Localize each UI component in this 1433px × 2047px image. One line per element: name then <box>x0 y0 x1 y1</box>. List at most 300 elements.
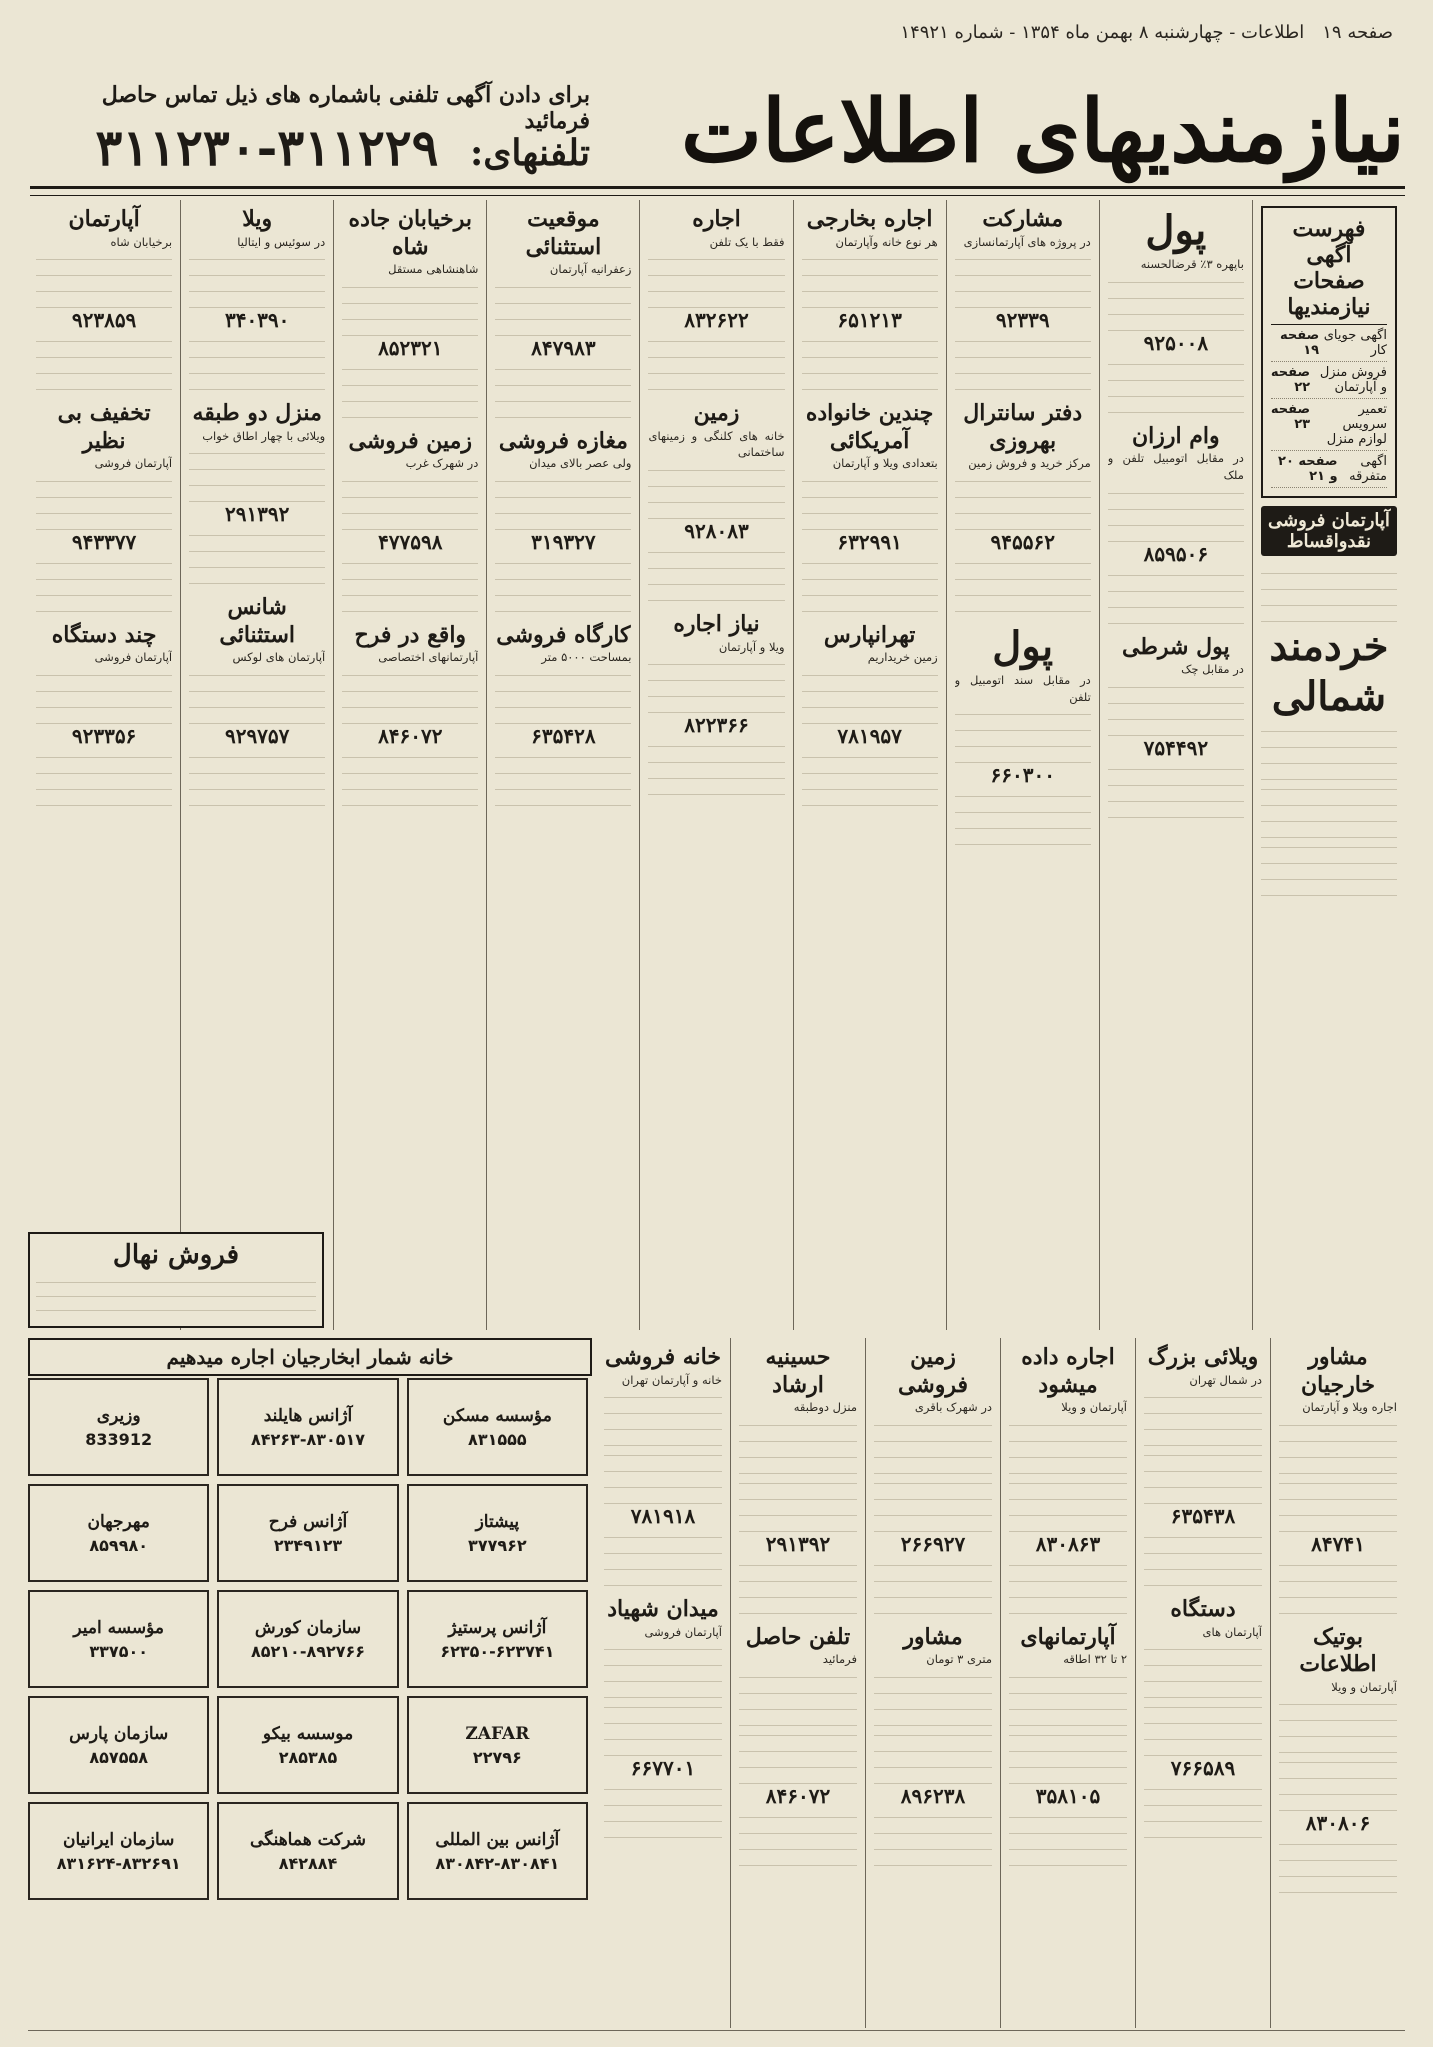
ad-column <box>730 1338 865 2028</box>
ad-phone: ۳۵۸۱۰۵ <box>1035 1783 1101 1808</box>
classified-ad <box>874 1624 992 1866</box>
classified-ad <box>802 622 938 806</box>
call-note: برای دادن آگهی تلفنی باشماره های ذیل تماس حاصل فرمائید <box>101 82 590 134</box>
ad-body-filler <box>1108 484 1244 542</box>
classified-ad <box>739 1344 857 1614</box>
classified-ad <box>1279 1344 1397 1614</box>
agency-phone: ۳۳۷۵۰۰ <box>89 1641 148 1661</box>
ad-body-text: هر نوع خانه وآپارتمان <box>835 234 938 249</box>
housing-banner: خانه شمار ابخارجیان اجاره میدهیم <box>28 1338 592 1376</box>
agency-ad <box>217 1696 398 1794</box>
index-rows <box>1271 325 1387 488</box>
agency-ad <box>217 1484 398 1582</box>
ad-body-filler <box>604 1388 722 1446</box>
sale-box-title: فروش نهال <box>112 1240 240 1270</box>
ad-phone: ۷۸۱۹۱۸ <box>630 1504 696 1529</box>
ad-body-text: در مقابل چک <box>1181 662 1244 677</box>
classified-ad <box>802 400 938 612</box>
ad-body-filler <box>1009 1808 1127 1866</box>
ad-body-filler <box>1144 1388 1262 1446</box>
ad-body-text: ویلا و آپارتمان <box>718 639 785 654</box>
classified-ad <box>1108 206 1244 413</box>
ad-column <box>180 200 333 1330</box>
ad-body-filler <box>739 1416 857 1474</box>
classified-ad <box>342 428 478 612</box>
ad-body-filler <box>739 1808 857 1866</box>
classified-ad <box>1108 423 1244 624</box>
masthead-rule <box>30 186 1405 196</box>
ad-body-filler <box>342 554 478 612</box>
folio-line <box>120 22 1393 43</box>
agency-phone: ۸۴۲۶۳-۸۳۰۵۱۷ <box>250 1429 366 1449</box>
ad-body-text <box>1261 780 1397 838</box>
ad-column <box>865 1338 1000 2028</box>
ad-body-filler <box>648 655 784 713</box>
ad-heading: آپارتمانهای <box>1020 1623 1116 1650</box>
agency-ad <box>217 1802 398 1900</box>
ad-body-filler <box>1009 1416 1127 1474</box>
ad-body-text: آپارتمانهای اختصاصی <box>378 650 479 665</box>
ad-heading: دستگاه <box>1170 1596 1236 1623</box>
index-row <box>1271 325 1387 362</box>
ad-body-filler <box>1009 1474 1127 1532</box>
ad-column <box>596 1338 730 2028</box>
classified-ad <box>189 206 325 390</box>
ad-phone: ۸۴۶۰۷۲ <box>378 724 443 749</box>
agency-name: آژانس بین المللی <box>435 1829 560 1850</box>
ad-body-filler <box>802 472 938 530</box>
agency-ad <box>28 1378 209 1476</box>
classified-ad <box>495 428 631 612</box>
index-label: تعمیر سرویس لوازم منزل <box>1326 402 1387 447</box>
ad-body-text: در مقابل سند اتومبیل و تلفن <box>954 672 1091 704</box>
classified-ad <box>189 594 325 806</box>
ad-phone: ۸۴۷۴۱ <box>1311 1531 1365 1556</box>
agency-ad <box>217 1590 398 1688</box>
agency-name: پیشتاز <box>475 1511 520 1532</box>
ad-body-filler <box>955 332 1091 390</box>
ad-phone: ۴۷۷۵۹۸ <box>378 529 443 554</box>
classified-ad <box>36 622 172 806</box>
ad-body-filler <box>495 554 631 612</box>
ad-body-filler <box>874 1668 992 1726</box>
ad-phone: ۳۴۰۳۹۰ <box>224 308 290 333</box>
ad-column <box>1000 1338 1135 2028</box>
classified-ad <box>604 1596 722 1838</box>
classified-ad <box>1144 1344 1262 1586</box>
ad-body-text: منزل دوطبقه <box>793 1400 857 1414</box>
ad-column <box>639 200 792 1330</box>
agency-phone: ۳۷۷۹۶۲ <box>468 1535 527 1555</box>
ad-body-filler <box>604 1446 722 1504</box>
ad-body-filler <box>36 748 172 806</box>
ad-phone: ۹۲۳۳۹ <box>995 308 1050 333</box>
ad-phone: ۶۶۷۷۰۱ <box>630 1756 696 1781</box>
classified-ad <box>36 400 172 612</box>
ad-body-text: خانه و آپارتمان تهران <box>621 1372 722 1387</box>
ad-column <box>333 200 486 1330</box>
folio-page: صفحه ۱۹ <box>1322 22 1393 43</box>
ad-body-filler <box>739 1726 857 1784</box>
index-page: صفحه ۲۲ <box>1270 365 1311 395</box>
phones-number: ۳۱۱۲۲۹-۳۱۱۲۳۰ <box>95 118 439 177</box>
agency-name: وزیری <box>96 1405 141 1426</box>
ad-body-filler <box>495 278 631 336</box>
classified-ad <box>189 400 325 584</box>
ad-body-filler <box>1009 1726 1127 1784</box>
agency-phone: 833912 <box>85 1429 153 1449</box>
ad-body-filler <box>874 1726 992 1784</box>
ad-body-filler <box>874 1556 992 1614</box>
ad-heading: آپارتمان <box>68 206 140 232</box>
agency-ad <box>407 1484 588 1582</box>
agency-name: مؤسسه امیر <box>73 1617 165 1638</box>
ad-heading: حسینیه ارشاد <box>765 1344 831 1398</box>
agency-ad <box>28 1590 209 1688</box>
agency-name: آژانس فرح <box>268 1511 348 1532</box>
agency-ad <box>407 1378 588 1476</box>
ad-body-filler <box>495 360 631 418</box>
ad-phone: ۸۴۶۰۷۲ <box>765 1783 831 1808</box>
ad-body-filler <box>189 748 325 806</box>
index-label: فروش منزل و آپارتمان <box>1319 365 1387 395</box>
ad-column <box>1252 200 1405 1330</box>
index-page: صفحه ۱۹ <box>1279 328 1320 358</box>
ad-body-filler <box>1279 1474 1397 1532</box>
ad-body-filler <box>1144 1640 1262 1698</box>
ad-body-text: آپارتمان فروشی <box>94 456 173 471</box>
ad-body-text: در پروژه های آپارتمانسازی <box>963 234 1091 249</box>
ad-heading: پول <box>992 622 1054 670</box>
agency-name: مهرجهان <box>87 1511 150 1532</box>
index-label: اگهی متفرقه <box>1349 454 1387 484</box>
ad-body-text: برخیابان شاه <box>110 234 173 249</box>
ad-body-filler <box>802 748 938 806</box>
ad-body-filler <box>1144 1446 1262 1504</box>
ad-body-filler <box>874 1416 992 1474</box>
ad-phone: ۹۴۳۳۷۷ <box>71 529 137 554</box>
ad-body-text: متری ۳ تومان <box>926 1652 992 1667</box>
ad-body-text <box>1261 722 1397 780</box>
ad-phone: ۲۶۶۹۲۷ <box>900 1531 966 1556</box>
ad-phone: ۸۹۶۲۳۸ <box>900 1783 966 1808</box>
agency-phone: ۸۳۱۶۲۴-۸۳۲۶۹۱ <box>56 1853 181 1873</box>
ad-body-text: آپارتمان و ویلا <box>1061 1400 1127 1414</box>
ad-heading: تهرانپارس <box>823 621 916 648</box>
classified-ad <box>1009 1344 1127 1614</box>
agency-phone: ۸۵۲۱۰-۸۹۲۷۶۶ <box>250 1641 366 1661</box>
ad-heading: خردمند شمالی <box>1269 623 1389 720</box>
agency-name: آژانس هایلند <box>263 1405 353 1426</box>
agency-ad <box>217 1378 398 1476</box>
ad-body-text: فرمائید <box>822 1652 857 1667</box>
ad-body-filler <box>648 737 784 795</box>
ad-phone: ۶۳۵۴۲۸ <box>531 724 596 749</box>
ad-heading: زمین <box>693 400 740 427</box>
ad-body-text: در شمال تهران <box>1189 1372 1262 1387</box>
ad-heading: اجاره داده میشود <box>1021 1344 1115 1398</box>
ad-body-filler <box>342 666 478 724</box>
ad-body-text: ۲ تا ۳۲ اطاقه <box>1063 1652 1127 1667</box>
classified-ad <box>739 1624 857 1866</box>
ad-body-filler <box>495 748 631 806</box>
ad-body-filler <box>495 472 631 530</box>
ad-heading: تخفیف بی نظیر <box>57 400 151 454</box>
classified-ad <box>1108 634 1244 818</box>
agency-grid <box>28 1378 588 2028</box>
ad-body-filler <box>955 554 1091 612</box>
ad-body-filler <box>1144 1528 1262 1586</box>
ad-heading: وام ارزان <box>1132 422 1220 449</box>
folio-date: اطلاعات - چهارشنبه ۸ بهمن ماه ۱۳۵۴ - شماره ۱۴۹۲۱ <box>900 22 1305 43</box>
ad-body-filler <box>648 250 784 308</box>
ad-body-filler <box>36 666 172 724</box>
agency-phone: ۸۵۹۹۸۰ <box>89 1535 148 1555</box>
classified-ad <box>36 206 172 390</box>
ad-body-text: باپهره ۳٪ قرضالحسنه <box>1140 257 1244 271</box>
ad-phone: ۶۵۱۲۱۳ <box>837 308 902 333</box>
agency-phone: ۶۲۳۵۰-۶۲۳۷۴۱ <box>440 1641 555 1661</box>
ad-body-filler <box>604 1698 722 1756</box>
index-box <box>1261 206 1397 498</box>
agency-phone: ۸۵۷۵۵۸ <box>89 1747 148 1767</box>
classified-ad <box>648 400 784 601</box>
ad-heading: مشارکت <box>982 206 1064 232</box>
ad-heading: واقع در فرح <box>354 621 467 648</box>
ad-column <box>1099 200 1252 1330</box>
ad-body-filler <box>1279 1556 1397 1614</box>
section-banner: آپارتمان فروشی نقدواقساط <box>1261 506 1397 556</box>
ad-phone: ۶۳۲۹۹۱ <box>837 529 902 554</box>
ad-body-filler <box>739 1668 857 1726</box>
agency-ad <box>407 1696 588 1794</box>
classified-ad <box>955 622 1091 845</box>
ad-heading: بوتیک اطلاعات <box>1299 1623 1377 1678</box>
ad-body-text <box>1261 838 1397 896</box>
classified-ad <box>342 206 478 418</box>
classified-ad <box>1279 1624 1397 1894</box>
ad-body-text: زمین خریداریم <box>867 650 938 665</box>
ad-heading: نیاز اجاره <box>673 611 760 638</box>
ad-heading: پول <box>1145 207 1207 254</box>
ad-heading: زمین فروشی <box>897 1344 969 1398</box>
ad-body-filler <box>1108 566 1244 624</box>
ad-heading: تلفن حاصل <box>745 1623 851 1650</box>
ad-heading: ویلائی بزرگ <box>1147 1344 1259 1370</box>
ad-body-filler <box>1009 1668 1127 1726</box>
ad-body-filler <box>739 1556 857 1614</box>
index-page: صفحه ۲۰ و ۲۱ <box>1278 454 1338 484</box>
agency-phone: ۸۳۰۸۴۲-۸۳۰۸۴۱ <box>435 1853 560 1873</box>
agency-name: مؤسسه مسکن <box>442 1405 552 1426</box>
ad-heading: اجاره <box>692 206 741 232</box>
ad-phone: ۷۶۶۵۸۹ <box>1170 1756 1236 1781</box>
ad-body-filler <box>1108 678 1244 736</box>
ad-body-filler <box>1144 1780 1262 1838</box>
ad-body-filler <box>955 250 1091 308</box>
ad-heading: چند دستگاه <box>51 621 157 648</box>
ad-body-filler <box>1279 1835 1397 1893</box>
phones-label: تلفنهای: <box>469 132 590 174</box>
ad-body-filler <box>802 250 938 308</box>
ad-body-text: آپارتمان های <box>1202 1624 1262 1639</box>
classified-ad <box>342 622 478 806</box>
ad-heading: دفتر سانترال بهروزی <box>963 400 1083 454</box>
ad-body-filler <box>604 1780 722 1838</box>
ad-body-filler <box>342 472 478 530</box>
ad-body-filler <box>495 666 631 724</box>
ad-phone: ۹۲۳۳۵۶ <box>71 724 137 749</box>
agency-ad <box>28 1484 209 1582</box>
ad-heading: اجاره بخارجی <box>806 206 933 232</box>
ad-heading: زمین فروشی <box>348 427 473 454</box>
index-title: فهرست آگهی صفحات نیازمندیها <box>1271 216 1387 325</box>
ad-body-filler <box>1108 760 1244 818</box>
ad-phone: ۹۲۸۰۸۳ <box>684 519 749 544</box>
classified-ad <box>955 206 1091 390</box>
ad-body-filler <box>648 332 784 390</box>
ad-phone: ۸۲۲۳۶۶ <box>684 713 749 738</box>
classified-ad <box>955 400 1091 612</box>
ad-body-text: در شهرک غرب <box>405 456 479 471</box>
classified-ad <box>604 1344 722 1586</box>
ad-body-filler <box>1108 355 1244 413</box>
ad-heading: کارگاه فروشی <box>496 621 631 648</box>
ad-phone: ۸۵۲۳۲۱ <box>378 335 443 360</box>
ad-heading: برخیابان جاده شاه <box>348 206 473 260</box>
ad-body-filler <box>739 1474 857 1532</box>
ad-body-filler <box>1108 273 1244 331</box>
ad-body-filler <box>1144 1698 1262 1756</box>
ad-column <box>946 200 1099 1330</box>
agency-name: سازمان کورش <box>254 1617 362 1638</box>
ad-body-text: خانه های کلنگی و زمینهای ساختمانی <box>648 428 785 460</box>
index-label: اگهی جویای کار <box>1323 328 1387 358</box>
ad-phone: ۶۳۵۴۳۸ <box>1170 1504 1236 1529</box>
ad-phone: ۸۳۰۸۶۳ <box>1035 1531 1101 1556</box>
ad-heading: ویلا <box>242 206 273 232</box>
ad-body-filler <box>604 1640 722 1698</box>
ad-phone: ۹۴۵۵۶۲ <box>990 529 1055 554</box>
page-footer-rule <box>28 2030 1405 2039</box>
ad-body-filler <box>189 526 325 584</box>
index-row <box>1271 451 1387 488</box>
ad-heading: پول شرطی <box>1122 633 1230 660</box>
agency-name: موسسه بیکو <box>262 1723 354 1744</box>
ad-body-filler <box>955 705 1091 763</box>
agency-name: سازمان پارس <box>69 1723 169 1744</box>
ad-phone: ۸۳۲۶۲۲ <box>684 308 749 333</box>
ad-phone: ۳۱۹۳۲۷ <box>531 529 596 554</box>
ad-body-text: در سوئیس و ایتالیا <box>237 234 326 249</box>
ad-body-text: مرکز خرید و فروش زمین <box>968 456 1091 471</box>
ad-column <box>793 200 946 1330</box>
ad-body-filler <box>189 250 325 308</box>
ad-body-text: آپارتمان و ویلا <box>1331 1679 1397 1694</box>
agency-phone: ۲۳۴۹۱۲۳ <box>273 1535 343 1555</box>
ad-column <box>1270 1338 1405 2028</box>
ad-column <box>28 200 180 1330</box>
ad-heading: مشاور خارجیان <box>1300 1344 1376 1398</box>
ad-body-text: بمساحت ۵۰۰۰ متر <box>541 650 632 665</box>
lower-ad-columns <box>596 1338 1405 2028</box>
classified-ad <box>648 206 784 390</box>
ad-body-text: آپارتمان های لوکس <box>232 650 326 665</box>
ad-body-filler <box>874 1808 992 1866</box>
ad-column <box>1135 1338 1270 2028</box>
classified-ad <box>874 1344 992 1614</box>
ad-body-filler <box>189 444 325 502</box>
ad-phone: ۹۲۹۷۵۷ <box>224 724 290 749</box>
ad-body-filler <box>36 472 172 530</box>
ad-phone: ۹۲۵۰۰۸ <box>1143 330 1209 355</box>
ad-heading: مغازه فروشی <box>498 427 628 454</box>
ad-heading: خانه فروشی <box>605 1344 721 1370</box>
agency-name: شرکت هماهنگی <box>250 1829 366 1850</box>
ad-body-filler <box>342 748 478 806</box>
ad-body-filler <box>604 1528 722 1586</box>
classified-ad <box>495 622 631 806</box>
ad-body-filler <box>648 543 784 601</box>
ad-body-text: ولی عصر بالای میدان <box>529 456 632 471</box>
ad-phone: ۸۳۰۸۰۶ <box>1305 1811 1371 1836</box>
ad-heading: منزل دو طبقه <box>192 400 322 427</box>
index-row <box>1271 362 1387 399</box>
agency-name: ZAFAR <box>465 1723 530 1744</box>
agency-phone: ۲۲۷۹۶ <box>472 1747 522 1767</box>
agency-phone: ۸۳۱۵۵۵ <box>468 1429 527 1449</box>
classified-ad <box>802 206 938 390</box>
ad-phone: ۲۹۱۳۹۲ <box>765 1531 831 1556</box>
ad-body-filler <box>189 332 325 390</box>
classified-ad <box>1009 1624 1127 1866</box>
ad-body-text: اجاره ویلا و آپارتمان <box>1302 1400 1397 1414</box>
agency-phone: ۸۴۲۸۸۴ <box>278 1853 338 1873</box>
masthead-phones <box>60 118 590 177</box>
ad-body-filler <box>1009 1556 1127 1614</box>
ad-body-filler <box>1279 1753 1397 1811</box>
ad-body-filler <box>802 554 938 612</box>
ad-body-filler <box>36 554 172 612</box>
sale-box <box>28 1232 324 1328</box>
ad-body-filler <box>342 278 478 336</box>
agency-ad <box>407 1590 588 1688</box>
ad-phone: ۷۵۴۴۹۲ <box>1143 735 1209 760</box>
ad-body-filler <box>802 666 938 724</box>
ad-phone: ۸۴۷۹۸۳ <box>531 335 596 360</box>
ad-phone: ۹۲۳۸۵۹ <box>71 308 137 333</box>
ad-body-text: آپارتمان فروشی <box>94 650 173 665</box>
ad-body-filler <box>1279 1695 1397 1753</box>
classified-ad <box>495 206 631 418</box>
ad-phone: ۲۹۱۳۹۲ <box>224 502 290 527</box>
ad-phone: ۷۸۱۹۵۷ <box>837 724 902 749</box>
ad-body-text: در شهرک باقری <box>914 1400 992 1414</box>
index-row <box>1271 399 1387 451</box>
classified-ad <box>1144 1596 1262 1838</box>
ad-body-filler <box>189 666 325 724</box>
agency-phone: ۲۸۵۳۸۵ <box>278 1747 338 1767</box>
ad-body-filler <box>648 461 784 519</box>
agency-name: سازمان ایرانیان <box>62 1829 175 1850</box>
ad-heading: موقعیت استثنائی <box>525 206 602 260</box>
ad-body-text <box>1261 564 1397 622</box>
ad-body-text: آپارتمان فروشی <box>644 1624 722 1639</box>
ad-heading: چندین خانواده آمریکائی <box>805 400 934 454</box>
ad-body-filler <box>955 472 1091 530</box>
sale-box-body <box>36 1274 316 1320</box>
ad-body-filler <box>955 787 1091 845</box>
